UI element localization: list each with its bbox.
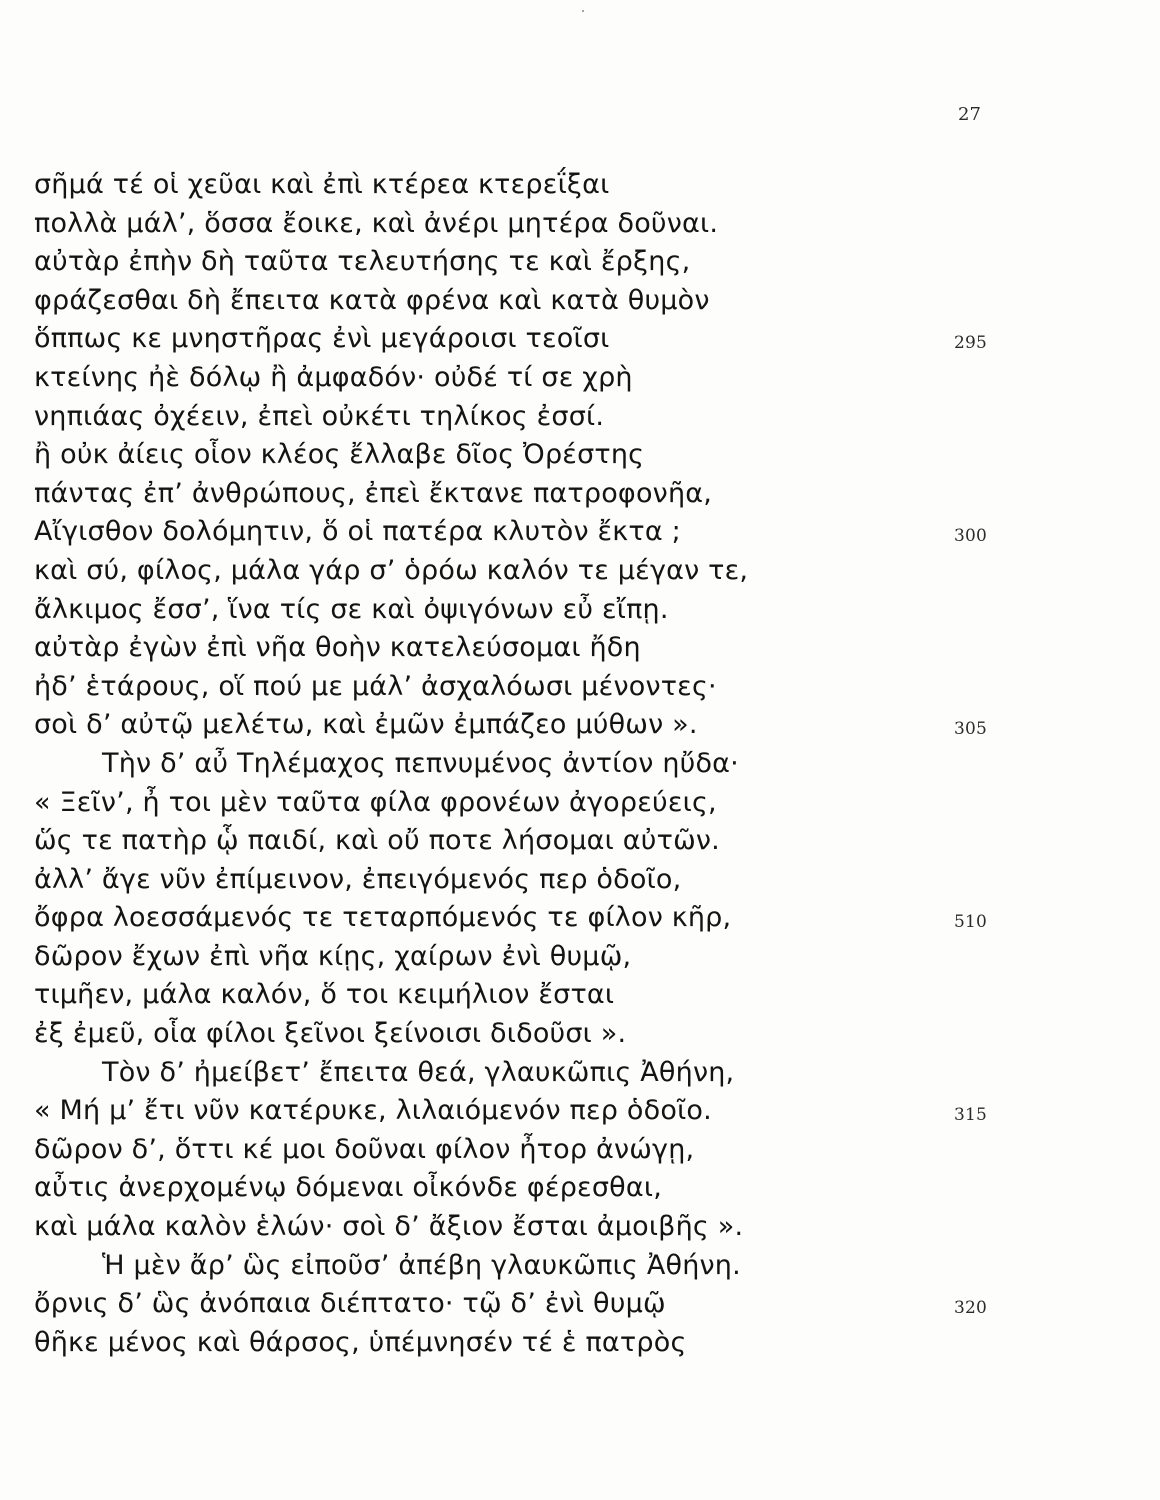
verse-line xyxy=(34,243,974,282)
verse-text: ἢ οὐκ ἀίεις οἷον κλέος ἔλλαβε δῖος Ὀρέστης xyxy=(34,439,645,471)
verse-text: καὶ μάλα καλὸν ἑλών· σοὶ δ’ ἄξιον ἔσται ἀμοιβῆς ». xyxy=(34,1211,744,1243)
verse-text: « Μή μ’ ἔτι νῦν κατέρυκε, λιλαιόμενόν περ ὁδοῖο. xyxy=(34,1095,712,1127)
line-number: 300 xyxy=(954,526,988,547)
verse-line xyxy=(34,899,988,938)
line-number: 305 xyxy=(954,719,988,740)
verse-line xyxy=(34,1015,974,1054)
verse-text: πολλὰ μάλ’, ὅσσα ἔοικε, καὶ ἀνέρι μητέρα δοῦναι. xyxy=(34,207,719,239)
verse-text: θῆκε μένος καὶ θάρσος, ὑπέμνησέν τέ ἑ πατρὸς xyxy=(34,1326,687,1358)
ink-speck xyxy=(582,10,584,12)
verse-text: Τὴν δ’ αὖ Τηλέμαχος πεπνυμένος ἀντίον ηὔδα· xyxy=(102,747,739,779)
verse-text: « Ξεῖν’, ἦ τοι μὲν ταῦτα φίλα φρονέων ἀγορεύεις, xyxy=(34,786,717,818)
verse-text: ὥς τε πατὴρ ᾧ παιδί, καὶ οὔ ποτε λήσομαι αὐτῶν. xyxy=(34,825,720,857)
verse-text: Αἴγισθον δολόμητιν, ὅ οἱ πατέρα κλυτὸν ἔκτα ; xyxy=(34,516,681,548)
verse-line xyxy=(34,1054,974,1093)
verse-line xyxy=(34,591,974,630)
verse-text: αὐτὰρ ἐπὴν δὴ ταῦτα τελευτήσης τε καὶ ἔρξης, xyxy=(34,246,691,278)
verse-text: τιμῆεν, μάλα καλόν, ὅ τοι κειμήλιον ἔσται xyxy=(34,979,615,1011)
verse-text: δῶρον ἔχων ἐπὶ νῆα κίῃς, χαίρων ἐνὶ θυμῷ, xyxy=(34,940,632,972)
verse-line xyxy=(34,436,974,475)
verse-line xyxy=(34,822,974,861)
verse-line xyxy=(34,359,974,398)
page-number: 27 xyxy=(958,104,981,125)
facing-page-bleed-through xyxy=(990,180,1160,1460)
verse-text: ὄφρα λοεσσάμενός τε τεταρπόμενός τε φίλον κῆρ, xyxy=(34,902,732,934)
verse-line xyxy=(34,668,974,707)
verse-text: νηπιάας ὀχέειν, ἐπεὶ οὐκέτι τηλίκος ἐσσί. xyxy=(34,400,605,432)
verse-text: ἀλλ’ ἄγε νῦν ἐπίμεινον, ἐπειγόμενός περ ὁδοῖο, xyxy=(34,863,682,895)
line-number: 295 xyxy=(954,333,988,354)
verse-line xyxy=(34,475,974,514)
verse-line xyxy=(34,513,988,552)
line-number: 320 xyxy=(954,1298,988,1319)
line-number: 510 xyxy=(954,912,988,933)
verse-text: δῶρον δ’, ὅττι κέ μοι δοῦναι φίλον ἦτορ ἀνώγῃ, xyxy=(34,1133,695,1165)
verse-line xyxy=(34,282,974,321)
verse-text: ἐξ ἐμεῦ, οἷα φίλοι ξεῖνοι ξείνοισι διδοῦσι ». xyxy=(34,1018,627,1050)
verse-line xyxy=(34,1208,974,1247)
verse-text: καὶ σύ, φίλος, μάλα γάρ σ’ ὁρόω καλόν τε μέγαν τε, xyxy=(34,554,749,586)
verse-line xyxy=(34,706,988,745)
verse-text: αὖτις ἀνερχομένῳ δόμεναι οἶκόνδε φέρεσθαι, xyxy=(34,1172,662,1204)
verse-line xyxy=(34,938,974,977)
verse-text: Τὸν δ’ ἠμείβετ’ ἔπειτα θεά, γλαυκῶπις Ἀθήνη, xyxy=(102,1056,735,1088)
verse-text: Ἡ μὲν ἄρ’ ὣς εἰποῦσ’ ἀπέβη γλαυκῶπις Ἀθήνη. xyxy=(102,1249,741,1281)
verse-line xyxy=(34,166,974,205)
verse-text: ἄλκιμος ἔσσ’, ἵνα τίς σε καὶ ὀψιγόνων εὖ εἴπῃ. xyxy=(34,593,669,625)
verse-line xyxy=(34,205,974,244)
verse-line xyxy=(34,1285,988,1324)
verse-text: κτείνης ἠὲ δόλῳ ἢ ἀμφαδόν· οὐδέ τί σε χρὴ xyxy=(34,361,633,393)
verse-text: σῆμά τέ οἱ χεῦαι καὶ ἐπὶ κτέρεα κτερεΐξαι xyxy=(34,169,610,200)
verse-line xyxy=(34,976,974,1015)
verse-line xyxy=(34,1247,974,1286)
verse-line xyxy=(34,552,974,591)
verse-line xyxy=(34,1092,988,1131)
line-number: 315 xyxy=(954,1105,988,1126)
verse-text: φράζεσθαι δὴ ἔπειτα κατὰ φρένα καὶ κατὰ θυμὸν xyxy=(34,284,710,316)
verse-line xyxy=(34,1324,974,1363)
verse-line xyxy=(34,320,988,359)
verse-text: αὐτὰρ ἐγὼν ἐπὶ νῆα θοὴν κατελεύσομαι ἤδη xyxy=(34,632,641,664)
verse-line xyxy=(34,1131,974,1170)
verse-text: σοὶ δ’ αὐτῷ μελέτω, καὶ ἐμῶν ἐμπάζεο μύθων ». xyxy=(34,709,698,741)
verse-text: ἠδ’ ἑτάρους, οἵ πού με μάλ’ ἀσχαλόωσι μένοντες· xyxy=(34,670,717,702)
verse-line xyxy=(34,861,974,900)
verse-line xyxy=(34,398,974,437)
verse-line xyxy=(34,1169,974,1208)
verse-line xyxy=(34,745,974,784)
verse-text: πάντας ἐπ’ ἀνθρώπους, ἐπεὶ ἔκτανε πατροφονῆα, xyxy=(34,477,713,509)
verse-text: ὄρνις δ’ ὣς ἀνόπαια διέπτατο· τῷ δ’ ἐνὶ θυμῷ xyxy=(34,1288,666,1320)
verse-text: ὅππως κε μνηστῆρας ἐνὶ μεγάροισι τεοῖσι xyxy=(34,323,610,355)
verse-block xyxy=(34,166,988,1362)
verse-line xyxy=(34,629,974,668)
verse-line xyxy=(34,784,974,823)
